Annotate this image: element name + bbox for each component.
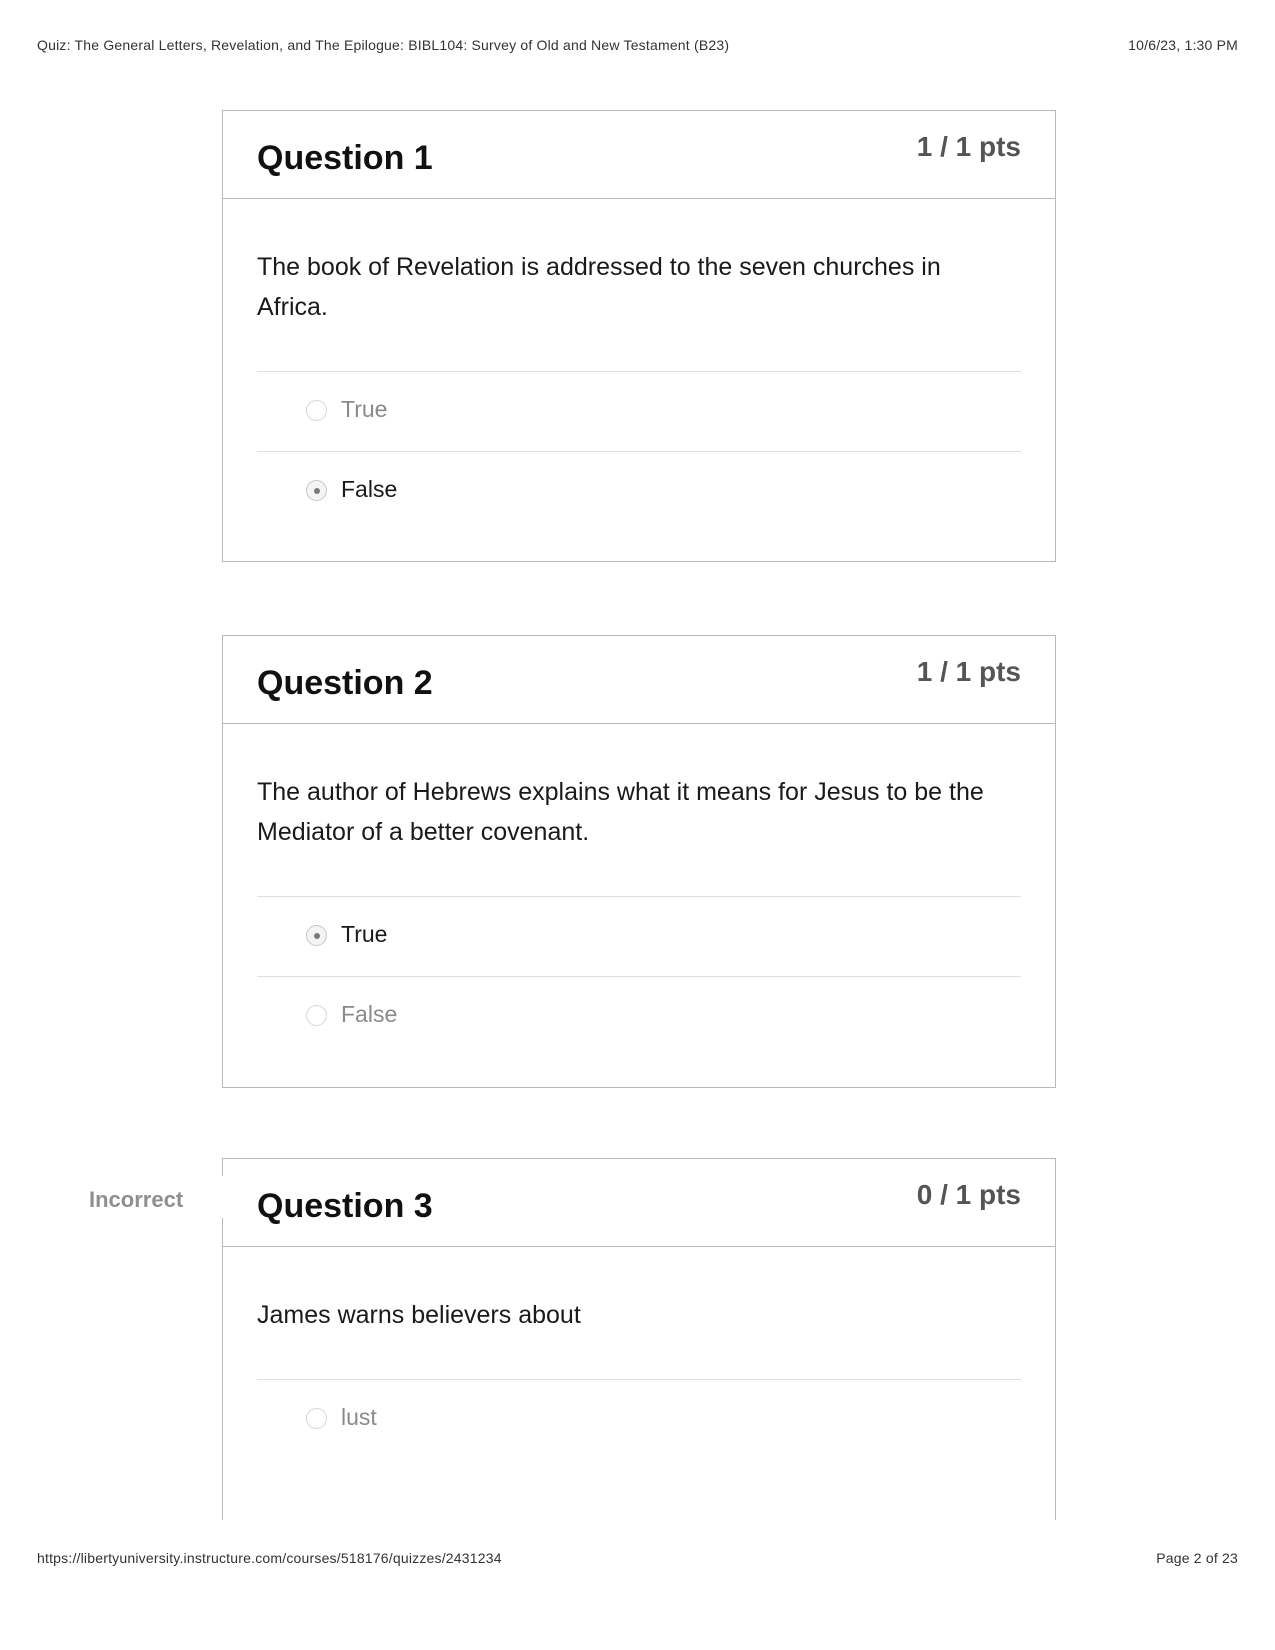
question-card-2 [222, 635, 1056, 1088]
question-title: Question 1 [257, 139, 433, 177]
question-body [223, 199, 1055, 531]
answer-list [257, 896, 1021, 1056]
answer-list [257, 371, 1021, 531]
question-text: The author of Hebrews explains what it means for Jesus to be the Mediator of a better covenant. [257, 778, 984, 846]
print-datetime: 10/6/23, 1:30 PM [1128, 37, 1238, 53]
radio-button-icon[interactable] [306, 1005, 327, 1026]
answer-list [257, 1379, 1021, 1459]
answer-option-true[interactable] [257, 896, 1021, 976]
question-card-3 [222, 1158, 1056, 1520]
question-header [223, 111, 1055, 199]
question-card-1 [222, 110, 1056, 562]
question-text: James warns believers about [257, 1301, 581, 1329]
quiz-title: Quiz: The General Letters, Revelation, and The Epilogue: BIBL104: Survey of Old and New Testament (B23) [37, 37, 730, 53]
answer-option-lust[interactable] [257, 1379, 1021, 1459]
answer-label: True [341, 921, 388, 947]
page-url[interactable]: https://libertyuniversity.instructure.com/courses/518176/quizzes/2431234 [37, 1550, 502, 1566]
answer-label: False [341, 476, 398, 502]
question-points: 0 / 1 pts [916, 1179, 1021, 1210]
question-body [223, 724, 1055, 1056]
border-gap [222, 1176, 223, 1218]
print-header [37, 37, 1238, 53]
question-header [223, 636, 1055, 724]
question-body [223, 1247, 1055, 1459]
question-title: Question 2 [257, 664, 433, 702]
answer-label: False [341, 1001, 398, 1027]
answer-label: lust [341, 1404, 377, 1430]
question-points: 1 / 1 pts [916, 131, 1021, 162]
answer-option-true[interactable] [257, 371, 1021, 451]
radio-button-icon[interactable] [306, 1408, 327, 1429]
print-footer [37, 1550, 1238, 1566]
question-title: Question 3 [257, 1187, 433, 1225]
question-header [223, 1159, 1055, 1247]
radio-button-icon[interactable] [306, 400, 327, 421]
answer-option-false[interactable] [257, 976, 1021, 1056]
question-text: The book of Revelation is addressed to the seven churches in Africa. [257, 253, 941, 321]
page-number: Page 2 of 23 [1156, 1550, 1238, 1566]
radio-button-selected-icon[interactable] [306, 925, 327, 946]
radio-button-selected-icon[interactable] [306, 480, 327, 501]
incorrect-status-label: Incorrect [89, 1187, 184, 1212]
answer-label: True [341, 396, 388, 422]
answer-option-false[interactable] [257, 451, 1021, 531]
question-points: 1 / 1 pts [916, 656, 1021, 687]
